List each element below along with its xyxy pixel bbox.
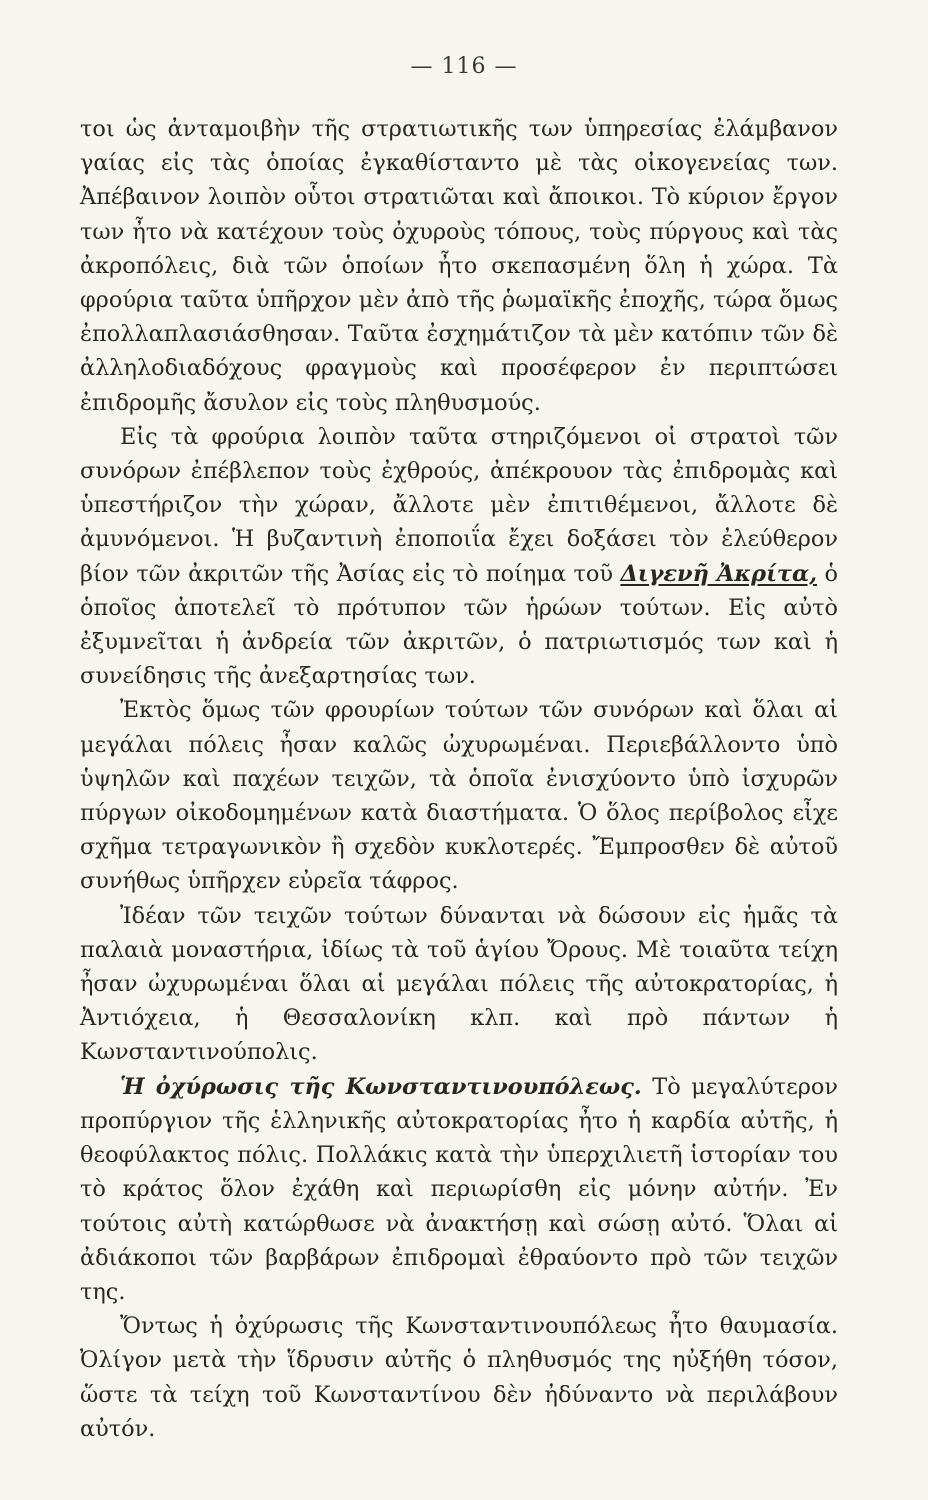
epic-title-digenis-akritas: Διγενῆ Ἀκρίτα, — [620, 560, 817, 587]
paragraph-2 — [80, 420, 838, 694]
paragraph-6: Ὄντως ἡ ὀχύρωσις τῆς Κωνσταντινουπόλεως ἦτο θαυμασία. Ὀλίγον μετὰ τὴν ἵδρυσιν αὐτῆς ὁ πληθυσμός της ηὐξήθη τόσον, ὥστε τὰ τείχη τοῦ Κωνσταντίνου δὲν ἠδύναντο νὰ περιλάβουν αὐτόν. — [80, 1313, 838, 1442]
section-heading: Ἡ ὀχύρωσις τῆς Κωνσταντινουπόλεως. — [120, 1073, 642, 1100]
body-text — [80, 112, 838, 1446]
paragraph-4: Ἰδέαν τῶν τειχῶν τούτων δύνανται νὰ δώσουν εἰς ἡμᾶς τὰ παλαιὰ μοναστήρια, ἰδίως τὰ τοῦ ἁγίου Ὄρους. Μὲ τοιαῦτα τείχη ἦσαν ὠχυρωμέναι ὅλαι αἱ μεγάλαι πόλεις τῆς αὐτοκρατορίας, ἡ Ἀντιόχεια, ἡ Θεσσαλονίκη κλπ. καὶ πρὸ πάντων ἡ Κωνσταντινούπολις. — [80, 902, 838, 1066]
paragraph-2-text-before: Εἰς τὰ φρούρια λοιπὸν ταῦτα στηριζόμενοι οἱ στρατοὶ τῶν συνόρων ἐπέβλεπον τοὺς ἐχθρούς, ἀπέκρουον τὰς ἐπιδρομὰς καὶ ὑπεστήριζον τὴν χώραν, ἄλλοτε μὲν ἐπιτιθέμενοι, ἄλλοτε δὲ ἀμυνόμενοι. Ἡ βυζαντινὴ ἐποποιΐα ἔχει δοξάσει τὸν ἐλεύθερον βίον τῶν ἀκριτῶν τῆς Ἀσίας εἰς τὸ ποίημα τοῦ — [80, 423, 838, 587]
paragraph-1: τοι ὡς ἀνταμοιβὴν τῆς στρατιωτικῆς των ὑπηρεσίας ἐλάμβανον γαίας εἰς τὰς ὁποίας ἐγκαθίσταντο μὲ τὰς οἰκογενείας των. Ἀπέβαινον λοιπὸν οὗτοι στρατιῶται καὶ ἄποικοι. Τὸ κύριον ἔργον των ἦτο νὰ κατέχουν τοὺς ὀχυροὺς τόπους, τοὺς πύργους καὶ τὰς ἀκροπόλεις, διὰ τῶν ὁποίων ἦτο σκεπασμένη ὅλη ἡ χώρα. Τὰ φρούρια ταῦτα ὑπῆρχον μὲν ἀπὸ τῆς ῥωμαϊκῆς ἐποχῆς, τώρα ὅμως ἐπολλαπλασιάσθησαν. Ταῦτα ἐσχημάτιζον τὰ μὲν κατόπιν τῶν δὲ ἀλληλοδιαδόχους φραγμοὺς καὶ προσέφερον ἐν περιπτώσει ἐπιδρομῆς ἄσυλον εἰς τοὺς πληθυσμούς. — [80, 116, 838, 416]
paragraph-5 — [80, 1070, 838, 1309]
page-number: — 116 — — [410, 54, 518, 79]
paragraph-2-text-after: ὁ ὁποῖος ἀποτελεῖ τὸ πρότυπον τῶν ἡρώων τούτων. Εἰς αὐτὸ ἐξυμνεῖται ἡ ἀνδρεία τῶν ἀκριτῶν, ὁ πατριωτισμός των καὶ ἡ συνείδησις τῆς ἀνεξαρτησίας των. — [80, 560, 838, 690]
paragraph-3: Ἐκτὸς ὅμως τῶν φρουρίων τούτων τῶν συνόρων καὶ ὅλαι αἱ μεγάλαι πόλεις ἦσαν καλῶς ὠχυρωμέναι. Περιεβάλλοντο ὑπὸ ὑψηλῶν καὶ παχέων τειχῶν, τὰ ὁποῖα ἐνισχύοντο ὑπὸ ἰσχυρῶν πύργων οἰκοδομημένων κατὰ διαστήματα. Ὁ ὅλος περίβολος εἶχε σχῆμα τετραγωνικὸν ἢ σχεδὸν κυκλοτερές. Ἔμπροσθεν δὲ αὐτοῦ συνήθως ὑπῆρχεν εὐρεῖα τάφρος. — [80, 697, 838, 895]
paragraph-5-body: Τὸ μεγαλύτερον προπύργιον τῆς ἑλληνικῆς αὐτοκρατορίας ἦτο ἡ καρδία αὐτῆς, ἡ θεοφύλακτος πόλις. Πολλάκις κατὰ τὴν ὑπερχιλιετῆ ἱστορίαν του τὸ κράτος ὅλον ἐχάθη καὶ περιωρίσθη εἰς μόνην αὐτήν. Ἐν τούτοις αὐτὴ κατώρθωσε νὰ ἀνακτήσῃ καὶ σώσῃ αὐτό. Ὅλαι αἱ ἀδιάκοποι τῶν βαρβάρων ἐπιδρομαὶ ἐθραύοντο πρὸ τῶν τειχῶν της. — [80, 1073, 838, 1305]
